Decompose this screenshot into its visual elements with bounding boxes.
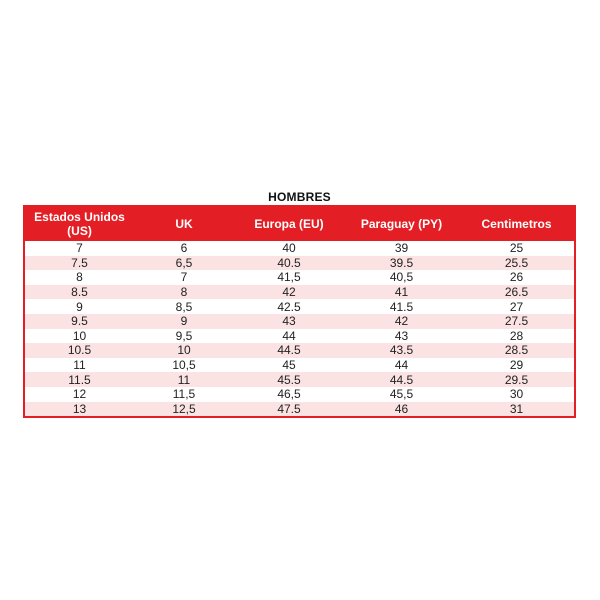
- cell-py: 39: [344, 241, 459, 256]
- cell-cm: 25: [459, 241, 575, 256]
- size-chart-table: [23, 205, 576, 418]
- cell-us: 7.5: [24, 256, 134, 271]
- table-row: [24, 285, 575, 300]
- cell-uk: 12,5: [134, 402, 234, 418]
- table-row: [24, 241, 575, 256]
- cell-uk: 10,5: [134, 358, 234, 373]
- cell-uk: 6,5: [134, 256, 234, 271]
- cell-py: 43.5: [344, 343, 459, 358]
- cell-us: 10: [24, 329, 134, 344]
- cell-eu: 45.5: [234, 372, 344, 387]
- cell-py: 43: [344, 329, 459, 344]
- cell-py: 45,5: [344, 387, 459, 402]
- cell-py: 41.5: [344, 299, 459, 314]
- cell-cm: 25.5: [459, 256, 575, 271]
- cell-us: 11.5: [24, 372, 134, 387]
- cell-cm: 28.5: [459, 343, 575, 358]
- table-row: [24, 299, 575, 314]
- header-uk: UK: [134, 206, 234, 241]
- cell-eu: 41,5: [234, 270, 344, 285]
- cell-us: 13: [24, 402, 134, 418]
- cell-py: 42: [344, 314, 459, 329]
- table-row: [24, 270, 575, 285]
- header-row: [24, 206, 575, 241]
- cell-eu: 40.5: [234, 256, 344, 271]
- cell-py: 44.5: [344, 372, 459, 387]
- cell-cm: 27: [459, 299, 575, 314]
- cell-uk: 10: [134, 343, 234, 358]
- cell-us: 8: [24, 270, 134, 285]
- cell-us: 12: [24, 387, 134, 402]
- table-row: [24, 256, 575, 271]
- cell-us: 8.5: [24, 285, 134, 300]
- cell-uk: 7: [134, 270, 234, 285]
- cell-eu: 46,5: [234, 387, 344, 402]
- cell-cm: 28: [459, 329, 575, 344]
- cell-us: 7: [24, 241, 134, 256]
- cell-uk: 8: [134, 285, 234, 300]
- header-cm: Centimetros: [459, 206, 575, 241]
- table-row: [24, 314, 575, 329]
- table-row: [24, 358, 575, 373]
- cell-cm: 29.5: [459, 372, 575, 387]
- cell-eu: 42: [234, 285, 344, 300]
- cell-uk: 8,5: [134, 299, 234, 314]
- cell-py: 40,5: [344, 270, 459, 285]
- cell-eu: 43: [234, 314, 344, 329]
- table-row: [24, 329, 575, 344]
- cell-uk: 11,5: [134, 387, 234, 402]
- cell-us: 9.5: [24, 314, 134, 329]
- cell-cm: 31: [459, 402, 575, 418]
- cell-uk: 9,5: [134, 329, 234, 344]
- cell-cm: 27.5: [459, 314, 575, 329]
- table-row: [24, 343, 575, 358]
- header-py: Paraguay (PY): [344, 206, 459, 241]
- header-us: Estados Unidos (US): [24, 206, 134, 241]
- cell-uk: 6: [134, 241, 234, 256]
- cell-us: 10.5: [24, 343, 134, 358]
- cell-py: 44: [344, 358, 459, 373]
- cell-cm: 26.5: [459, 285, 575, 300]
- cell-cm: 30: [459, 387, 575, 402]
- table-row: [24, 387, 575, 402]
- cell-py: 41: [344, 285, 459, 300]
- cell-cm: 29: [459, 358, 575, 373]
- cell-us: 9: [24, 299, 134, 314]
- table-row: [24, 372, 575, 387]
- cell-py: 39.5: [344, 256, 459, 271]
- cell-eu: 44: [234, 329, 344, 344]
- cell-uk: 9: [134, 314, 234, 329]
- cell-eu: 45: [234, 358, 344, 373]
- header-eu: Europa (EU): [234, 206, 344, 241]
- cell-us: 11: [24, 358, 134, 373]
- cell-eu: 47.5: [234, 402, 344, 418]
- table-title: HOMBRES: [268, 190, 331, 204]
- table-row: [24, 402, 575, 418]
- cell-cm: 26: [459, 270, 575, 285]
- cell-py: 46: [344, 402, 459, 418]
- cell-uk: 11: [134, 372, 234, 387]
- cell-eu: 44.5: [234, 343, 344, 358]
- cell-eu: 42.5: [234, 299, 344, 314]
- cell-eu: 40: [234, 241, 344, 256]
